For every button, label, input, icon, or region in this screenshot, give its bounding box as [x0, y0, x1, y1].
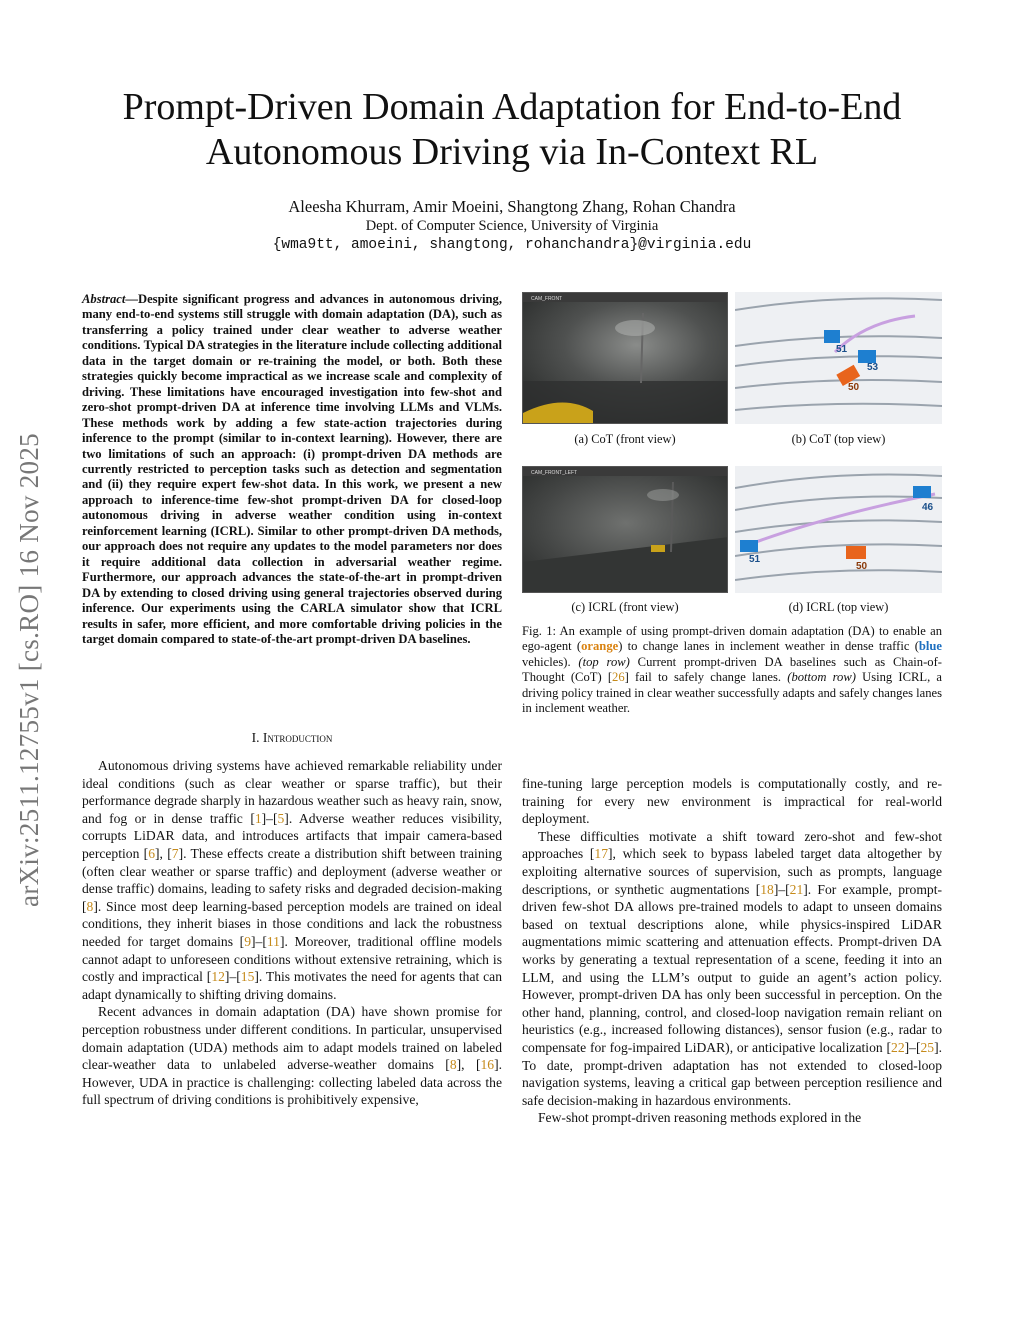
vehicle-marker: [913, 486, 931, 498]
subcaption-b: (b) CoT (top view): [791, 432, 886, 446]
caption-text: Using ICRL, a driving policy trained in clear weather successfully adapts and safely changes lanes in inclement weather.: [522, 670, 942, 716]
panel-a-tab-label: CAM_FRONT: [531, 296, 563, 302]
citation-link[interactable]: 9: [244, 933, 251, 949]
paragraph: Recent advances in domain adaptation (DA) have shown promise for perception robustness under different conditions. In particular, unsupervised domain adaptation (UDA) methods aim to adapt models trained on labeled clear-weather data to unlabeled adverse-weather domains [8], [16]. However, UDA in practice is challenging: collecting labeled data across the full spectrum of driving conditions is prohibitively expensive,: [82, 1004, 503, 1108]
affiliation: Dept. of Computer Science, University of Virginia: [365, 218, 659, 234]
left-column-body: [82, 757, 502, 1109]
vehicle-label: 51: [749, 554, 761, 565]
citation-link[interactable]: 8: [86, 898, 94, 914]
figure-panel-cot-front: [522, 292, 728, 424]
vehicle-label: 46: [922, 502, 934, 513]
section-heading: [82, 730, 502, 746]
caption-top-row: (top row): [578, 654, 630, 669]
ego-vehicle-label: 50: [848, 382, 860, 393]
author-list: Aleesha Khurram, Amir Moeini, Shangtong Zhang, Rohan Chandra: [288, 197, 736, 216]
panel-c-tab-label: CAM_FRONT_LEFT: [531, 470, 578, 476]
citation-link[interactable]: 17: [594, 846, 608, 862]
paragraph: Few-shot prompt-driven reasoning methods explored in the: [538, 1110, 862, 1126]
vehicle-marker: [824, 330, 840, 343]
right-column-body: [522, 775, 942, 1127]
subcaption-c: (c) ICRL (front view): [571, 600, 679, 614]
citation-link[interactable]: 8: [449, 1057, 457, 1073]
ego-vehicle-marker: [846, 546, 866, 559]
citation-link[interactable]: 11: [266, 933, 280, 949]
ego-vehicle-front: [651, 545, 665, 552]
abstract: [82, 292, 502, 647]
citation-link[interactable]: 18: [760, 881, 774, 897]
vehicle-marker: [740, 540, 758, 552]
caption-text: Fig. 1: An example of using prompt-driven domain adaptation (DA) to enable an ego-agent (: [522, 624, 942, 654]
caption-blue-word: blue: [918, 639, 943, 654]
citation-link[interactable]: 22: [891, 1039, 905, 1055]
figure-panel-cot-top: [735, 292, 942, 424]
caption-text: vehicles).: [522, 654, 579, 669]
citation-link[interactable]: 7: [171, 845, 179, 861]
caption-orange-word: orange: [581, 639, 619, 654]
citation-link[interactable]: 16: [480, 1057, 495, 1073]
ego-vehicle-label: 50: [856, 561, 868, 572]
paragraph: Autonomous driving systems have achieved remarkable reliability under ideal conditions (such as clear weather or sparse traffic), but their performance degrade sharply in hazardous weather such as heavy rain, snow, and fog or in dense traffic [1]–[5]. Adverse weather reduces visibility, corrupts LiDAR data, and introduces artifacts that impair camera-based perception [6], [7]. These effects create a distribution shift between training (often clear weather or sparse traffic) and deployment (adverse weather or dense traffic) domains, leading to safety risks and degraded decision-making [8]. Since most deep learning-based perception models are trained on ideal conditions, they inherit biases in those conditions and lack the robustness needed for target domains [9]–[11]. Moreover, traditional offline models cannot adapt to unforeseen conditions without extensive retraining, which is costly and impractical [12]–[15]. This motivates the need for agents that can adapt dynamically to shifting driving domains.: [82, 758, 502, 1002]
citation-link[interactable]: 1: [254, 810, 262, 826]
section-title: Introduction: [262, 730, 333, 745]
citation-link[interactable]: 15: [240, 969, 255, 985]
figure-panel-icrl-top: [735, 466, 942, 593]
vehicle-label: 51: [836, 344, 848, 355]
caption-text: ) to change lanes in inclement weather in dense traffic (: [618, 639, 919, 654]
subcaption-d: (d) ICRL (top view): [788, 600, 889, 614]
author-emails: {wma9tt, amoeini, shangtong, rohanchandra}@virginia.edu: [272, 237, 752, 253]
citation-link[interactable]: 6: [148, 845, 155, 861]
paragraph: These difficulties motivate a shift toward zero-shot and few-shot approaches [17], which seek to bypass labeled target data altogether by exploiting alternative sources of supervision, such as prompts, language descriptions, or synthetic augmentations [18]–[21]. For example, prompt-driven few-shot DA allows pre-trained models to adapt to unseen domains based on textual descriptions alone, while physics-inspired LiDAR augmentations mimic scattering and attenuation effects. Prompt-driven DA works by generating a textual representation of a scene, feeding it into an LLM, and using the LLM’s output to guide an agent’s action policy. However, prompt-driven DA has only been successful in perception. On the other hand, planning, control, and closed-loop navigation remain reliant on heuristics (e.g., increased following distances), sensor fusion (e.g., radar to compensate for fog-impaired LiDAR), or anticipative localization [22]–[25]. To date, prompt-driven adaptation has not extended to closed-loop navigation systems, leaving a critical gap between perception resilience and safe decision-making in hazardous environments.: [522, 828, 942, 1108]
arxiv-identifier: arXiv:2511.12755v1 [cs.RO] 16 Nov 2025: [14, 433, 44, 907]
caption-bottom-row: (bottom row): [787, 670, 856, 685]
citation-link[interactable]: 26: [612, 670, 625, 685]
paragraph: fine-tuning large perception models is computationally costly, and re-training for every new environment is impractical for real-world deployment.: [522, 776, 942, 827]
paper-title: [70, 85, 954, 175]
figure-caption: [522, 624, 942, 717]
citation-link[interactable]: 21: [789, 881, 804, 897]
vehicle-label: 53: [867, 362, 879, 373]
citation-link[interactable]: 5: [277, 810, 285, 826]
caption-text: Current prompt-driven DA baselines such as Chain-of-Thought (CoT) [26] fail to safely change lanes.: [522, 654, 942, 685]
citation-link[interactable]: 25: [920, 1039, 935, 1055]
abstract-label: Abstract: [82, 292, 126, 306]
section-number: I.: [251, 730, 263, 745]
title-line-2: Autonomous Driving via In-Context RL: [205, 131, 819, 173]
subcaption-a: (a) CoT (front view): [574, 432, 676, 446]
title-line-1: Prompt-Driven Domain Adaptation for End-to-End: [122, 86, 902, 128]
abstract-text: —Despite significant progress and advances in autonomous driving, many end-to-end systems still struggle with domain adaptation (DA), such as transferring a policy trained under clear weather to adverse weather conditions. Typical DA strategies in the literature include collecting additional data in the target domain or re-training the model, or both. Both these strategies quickly become impractical as we increase scale and complexity of driving. These limitations have encouraged investigation into few-shot and zero-shot prompt-driven DA at inference time involving LLMs and VLMs. These methods work by adding a few state-action trajectories during inference to the prompt (similar to in-context learning). However, there are two limitations of such an approach: (i) prompt-driven DA methods are currently restricted to perception tasks such as detection and segmentation and (ii) they require expert few-shot data. In this work, we present a new approach to inference-time few-shot prompt-driven DA for closed-loop autonomous driving in adverse weather condition using in-context reinforcement learning (ICRL). Similar to other prompt-driven DA methods, our approach does not require any updates to the model parameters nor does it require additional data collection in adversarial weather regime. Furthermore, our approach advances the state-of-the-art in prompt-driven DA by extending to closed driving using general trajectories observed during inference. Our experiments using the CARLA simulator show that ICRL results in safer, more efficient, and more comfortable driving policies in the target domain compared to state-of-the-art prompt-driven DA baselines.: [82, 292, 502, 646]
figure-panel-icrl-front: [522, 466, 728, 593]
citation-link[interactable]: 12: [211, 969, 225, 985]
